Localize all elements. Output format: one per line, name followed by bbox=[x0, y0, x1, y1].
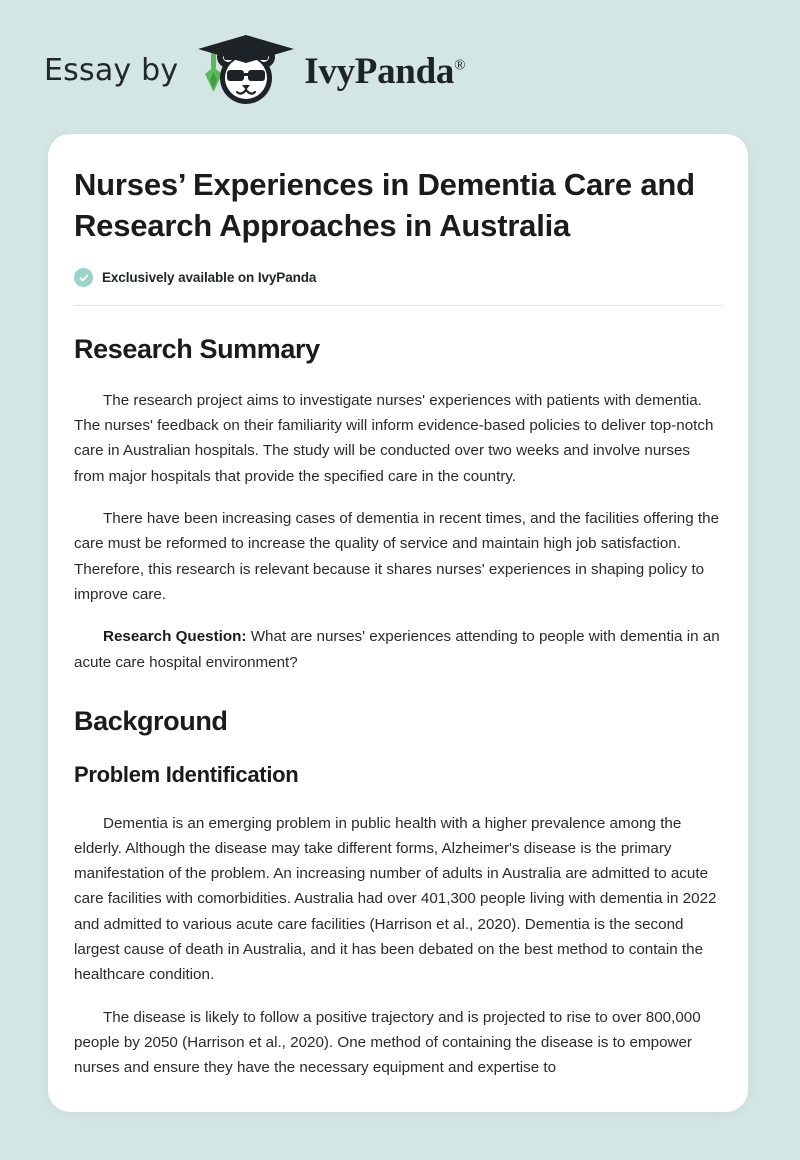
research-question-text: What are nurses' experiences attending to people with dementia in an acute care hospital environment? bbox=[74, 628, 720, 671]
graduation-panda-logo-icon bbox=[190, 34, 302, 108]
paragraph: The disease is likely to follow a positive trajectory and is projected to rise to over 800,000 people by 2050 (Harrison et al., 2020). One method of containing the disease is to empower nurses and ensure they have the necessary equipment and expertise to bbox=[74, 1008, 701, 1077]
paragraph: There have been increasing cases of dementia in recent times, and the facilities offering the care must be reformed to increase the quality of service and maintain high job satisfaction. Therefore, this research is relevant because it shares nurses' experiences in shaping policy to improve care. bbox=[74, 510, 720, 603]
page-title: Nurses’ Experiences in Dementia Care and Research Approaches in Australia bbox=[74, 167, 695, 244]
ivypanda-wordmark-text: IvyPanda bbox=[304, 50, 455, 92]
section-heading-research-summary: Research Summary bbox=[74, 334, 320, 365]
research-question-label: Research Question: bbox=[103, 628, 247, 646]
ivypanda-wordmark bbox=[304, 50, 466, 92]
exclusive-availability-badge bbox=[74, 268, 722, 287]
research-question-paragraph bbox=[74, 624, 722, 675]
paragraph: Dementia is an emerging problem in public health with a higher prevalence among the elderly. Although the disease may take different forms, Alzheimer's disease is the primary manifestation of the problem. An increasing number of adults in Australia are admitted to acute care facilities with comorbidities. Australia had over 401,300 people living with dementia in 2022 and admitted to various acute care facilities (Harrison et al., 2020). Dementia is the second largest cause of death in Australia, and it has been debated on the best method to contain the healthcare condition. bbox=[74, 814, 717, 984]
check-circle-icon bbox=[74, 268, 93, 287]
section-heading-problem-identification: Problem Identification bbox=[74, 762, 299, 788]
brand-header bbox=[44, 34, 465, 108]
paragraph: The research project aims to investigate nurses' experiences with patients with dementia. The nurses' feedback on their familiarity will inform evidence-based policies to deliver top-notch care in Australian hospitals. The study will be conducted over two weeks and involve nurses from major hospitals that provide the specified care in the country. bbox=[74, 391, 714, 485]
registered-trademark-mark: ® bbox=[454, 57, 466, 74]
essay-by-label: Essay by bbox=[44, 53, 179, 88]
header-divider bbox=[74, 305, 722, 306]
section-heading-background: Background bbox=[74, 705, 228, 736]
essay-paper-card bbox=[48, 134, 748, 1112]
exclusive-availability-label: Exclusively available on IvyPanda bbox=[102, 270, 317, 286]
paper-content bbox=[48, 134, 748, 1081]
